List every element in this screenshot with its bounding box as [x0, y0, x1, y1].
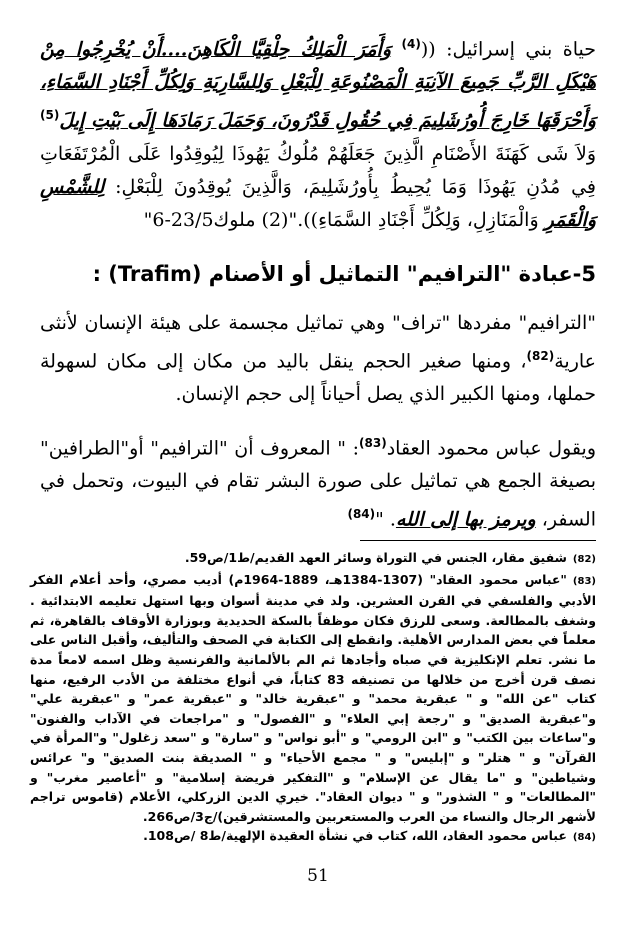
page-body: [40, 28, 596, 537]
quote-plain-2: وَالْمَنَازِلِ، وَلِكُلِّ أَجْنَادِ السَّمَاءِ))."(2) ملوك23/5-6": [143, 208, 539, 231]
paragraph-trafim-definition: [40, 307, 596, 411]
footnote-text: "عباس محمود العقاد" (1307-1384هـ، 1889-1964م) أديب مصري، وأحد أعلام الفكر الأدبي والفلسفي في القرن العشرين. ولد في مدينة أسوان وبها استهل تعليمه الابتدائية . وشغف بالمطالعة. وسعى للرزق فكان موظفاً بالسكة الحديدية وبوزارة الأوقاف بالقاهرة، ثم معلماً في بعض المدارس الأهلية. وانقطع إلى الكتابة في الصحف والتأليف، وأقبل الناس على ما نشر. تعلم الإنكليزية في صباه وأجادها ثم الم بالألمانية والفرنسية وظل اسمه لامعاً مدة نصف قرن أخرج من خلالها من تصنيفه 83 كتاباً، في أنواع مختلفة من الأدب الرفيع، منها كتاب "عن الله" و " عبقرية محمد" و "عبقرية خالد" و "عبقرية عمر" و "عبقرية علي" و"عبقرية الصديق" و "رجعة إبي العلاء" و "الفصول" و "مراجعات في الآداب والفنون" و"ساعات بين الكتب" و "ابن الرومي" و "أبو نواس" و "سارة" و "سعد زغلول" و"المرأة في القرآن" و " هتلر" و "إبليس" و " مجمع الأحياء" و " الصديقة بنت الصديق" و" عرائس وشياطين" و "ما يقال عن الإسلام" و "التفكير فريضة إسلامية" و "أعاصير مغرب" و "المطالعات" و " الشذور" و " ديوان العقاد". خيري الدين الزركلي، الأعلام (قاموس تراجم لأشهر الرجال والنساء من العرب والمستعربين والمستشرقين)/ج3/ص266.: [30, 571, 596, 824]
quote-underlined: وَأَمَرَ الْمَلِكُ حِلْقِيَّا الْكَاهِنَ....أَنْ يُخْرِجُوا مِنْ هَيْكَلِ الرَّبِّ جَمِيعَ الآنِيَةِ الْمَصْنُوعَةِ لِلْبَعْلِ وَلِلسَّارِيَةِ وَلِكُلِّ أَجْنَادِ السَّمَاءِ، وَأَحْرَقَهَا خَارِجَ أُورُشَلِيمَ فِي حُقُولِ قَدْرُونَ، وَحَمَلَ رَمَادَهَا إِلَى بَيْتِ إِيلَ: [40, 38, 596, 132]
footnote-number: (82): [572, 554, 596, 565]
quote-underlined-2: لِلشَّمْسِ وَالْقَمَرِ: [40, 175, 596, 231]
quote-paragraph: [40, 28, 596, 237]
footnote-ref-5: (5): [40, 108, 60, 123]
footnote-separator: [360, 540, 596, 541]
footnote-text: عباس محمود العقاد، الله، كتاب في نشأة العقيدة الإلهية/ط8 /ص108.: [143, 828, 567, 844]
footnote-ref-83: (83): [359, 435, 387, 450]
para1-text-a: "الترافيم" مفردها "تراف" وهي تماثيل مجسمة على هيئة الإنسان لأنثى عارية: [40, 311, 596, 372]
footnote-83: [30, 570, 596, 827]
para2-text-a: ويقول عباس محمود العقاد: [386, 437, 596, 460]
footnote-84: [30, 826, 596, 848]
footnote-82: [30, 548, 596, 570]
footnotes: [30, 548, 596, 848]
footnote-ref-82: (82): [526, 348, 555, 363]
footnote-ref-4: (4): [401, 37, 421, 51]
para2-text-c: . ": [375, 508, 396, 531]
page-number: 51: [307, 866, 329, 886]
quote-intro: حياة بني إسرائيل: ((: [420, 38, 596, 61]
paragraph-aqqad-quote: [40, 427, 596, 537]
quote-plain: وَلاَ شَى كَهَنَةَ الأَصْنَامِ الَّذِينَ جَعَلَهُمْ مُلُوكُ يَهُوذَا لِيُوقِدُوا عَلَى الْمُرْتَفَعَاتِ فِي مُدُنِ يَهُوذَا وَمَا يُحِيطُ بِأُورُشَلِيمَ، وَالَّذِينَ يُوقِدُونَ لِلْبَعْلِ:: [40, 142, 597, 198]
footnote-text: شفيق مقار، الجنس في التوراة وسائر العهد القديم/ط1/ص59.: [184, 550, 567, 565]
para2-text-b: : " المعروف أن "الترافيم" أو"الطرافين" بصيغة الجمع هي تماثيل على صورة البشر تقام في البيوت، وتحمل في السفر،: [40, 437, 596, 531]
footnote-ref-84: (84): [347, 507, 376, 522]
footnote-number: (83): [572, 575, 596, 587]
section-heading: 5-عبادة "الترافيم" التماثيل أو الأصنام (Trafim) :: [92, 261, 596, 286]
para2-underlined: ويرمز بها إلى الله: [395, 508, 536, 531]
para1-text-b: ، ومنها صغير الحجم ينقل باليد من مكان إلى مكان لسهولة حملها، ومنها الكبير الذي يصل أحياناً إلى حجم الإنسان.: [40, 349, 596, 405]
footnote-number: (84): [572, 832, 596, 844]
